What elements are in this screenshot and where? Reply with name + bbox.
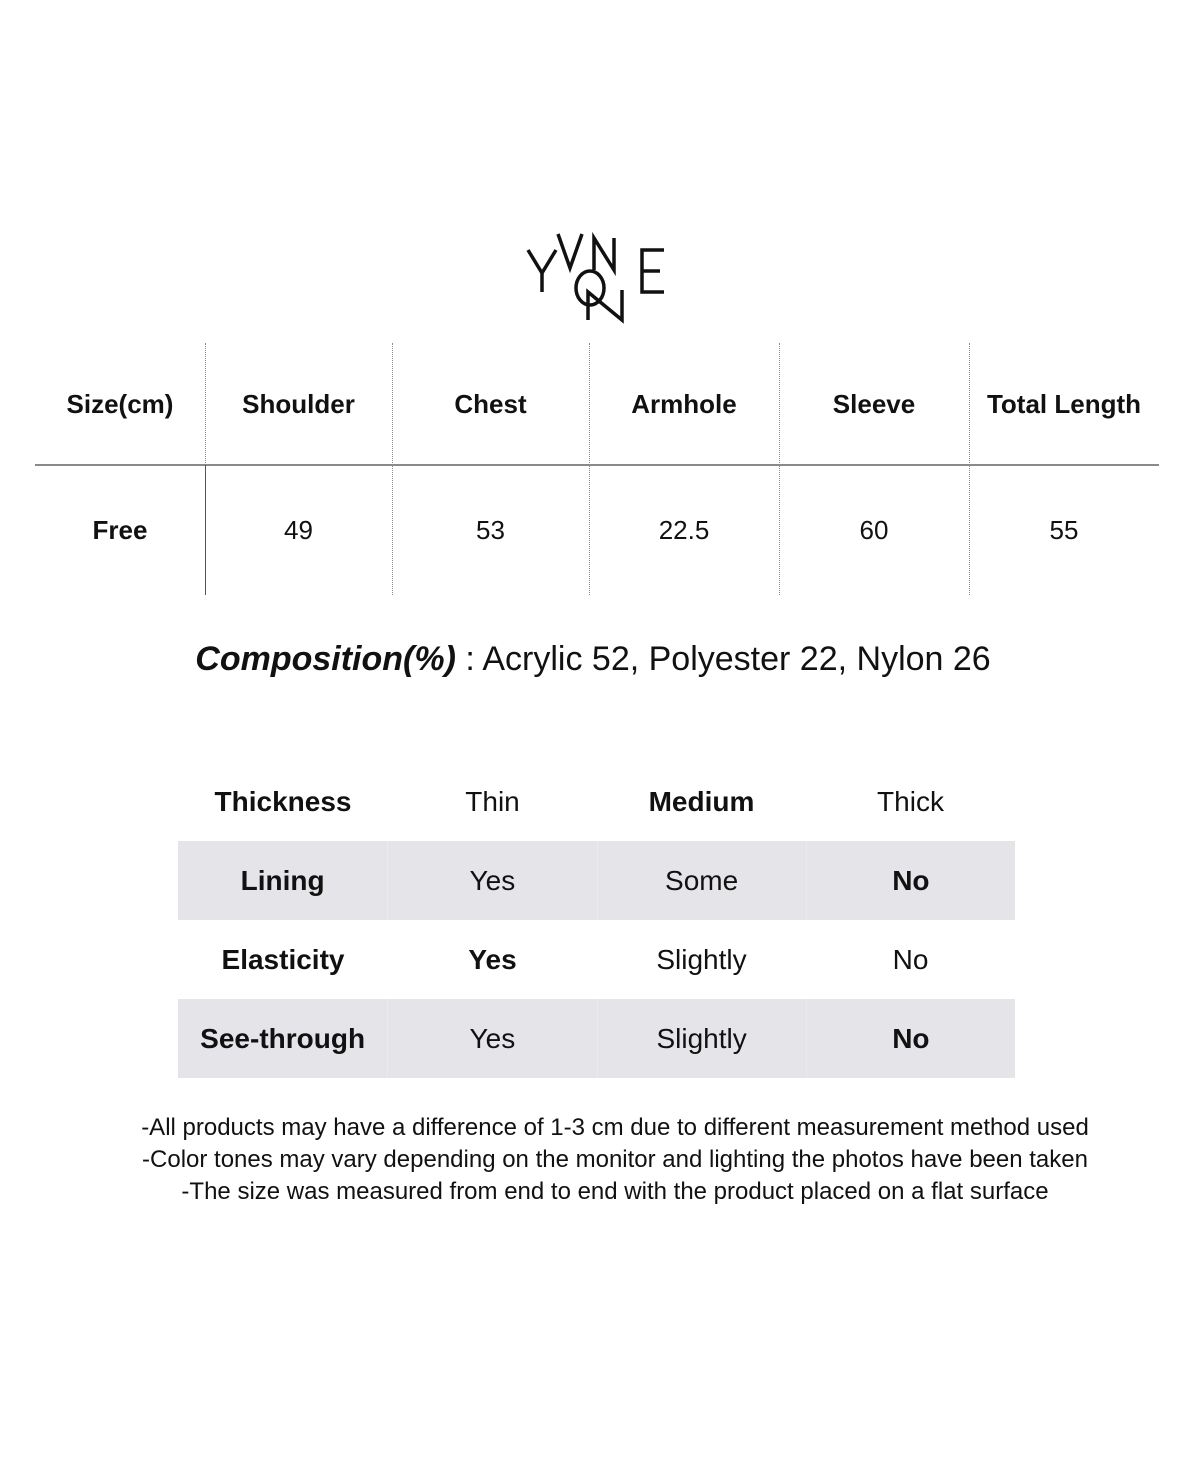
- note-line: -All products may have a difference of 1-3 cm due to different measurement method used: [141, 1114, 1089, 1141]
- note-line: -Color tones may vary depending on the monitor and lighting the photos have been taken: [142, 1146, 1088, 1173]
- brand-logo: [510, 228, 680, 328]
- property-option: Thin: [465, 785, 520, 817]
- property-option-selected: No: [806, 999, 1015, 1078]
- property-name: Elasticity: [221, 943, 345, 975]
- property-option: Thick: [877, 785, 944, 817]
- shoulder-value: 49: [284, 515, 313, 545]
- size-value: Free: [92, 515, 148, 545]
- property-option: Yes: [387, 999, 596, 1078]
- column-divider: [969, 343, 970, 595]
- header-size: Size(cm): [66, 388, 174, 419]
- property-option-selected: Medium: [648, 785, 755, 817]
- composition-value: : Acrylic 52, Polyester 22, Nylon 26: [455, 640, 991, 678]
- property-row-elasticity: [178, 920, 1015, 999]
- note-line: -The size was measured from end to end with the product placed on a flat surface: [181, 1178, 1049, 1205]
- properties-table: [178, 762, 1015, 1078]
- property-row-thickness: [178, 762, 1015, 841]
- sleeve-value: 60: [859, 515, 889, 545]
- size-table: [35, 343, 1159, 595]
- column-divider: [779, 343, 780, 595]
- property-option: Slightly: [656, 943, 747, 975]
- armhole-value: 22.5: [658, 515, 710, 545]
- column-divider-solid: [205, 465, 206, 595]
- property-name: See-through: [200, 1022, 366, 1054]
- table-row: [35, 466, 1159, 595]
- column-divider: [589, 343, 590, 595]
- header-chest: Chest: [454, 388, 527, 419]
- composition-label: Composition(%): [195, 640, 456, 678]
- property-name: Thickness: [214, 785, 352, 817]
- property-option-selected: Yes: [468, 943, 517, 975]
- header-sleeve: Sleeve: [832, 388, 916, 419]
- total-length-value: 55: [1049, 515, 1079, 545]
- property-option-selected: No: [806, 841, 1015, 920]
- property-name: Lining: [240, 864, 325, 896]
- brand-logo-mark: [510, 228, 680, 328]
- property-option: Yes: [387, 841, 596, 920]
- header-total-length: Total Length: [986, 388, 1142, 419]
- property-option: No: [892, 943, 929, 975]
- disclaimer-notes: [0, 1112, 1186, 1208]
- size-table-header: [35, 343, 1159, 465]
- header-armhole: Armhole: [631, 388, 737, 419]
- property-option: Slightly: [597, 999, 806, 1078]
- header-shoulder: Shoulder: [242, 388, 355, 419]
- column-divider: [392, 343, 393, 595]
- property-row-lining: [178, 841, 1015, 920]
- property-option: Some: [597, 841, 806, 920]
- composition-line: [0, 640, 1186, 679]
- property-row-see-through: [178, 999, 1015, 1078]
- chest-value: 53: [476, 515, 505, 545]
